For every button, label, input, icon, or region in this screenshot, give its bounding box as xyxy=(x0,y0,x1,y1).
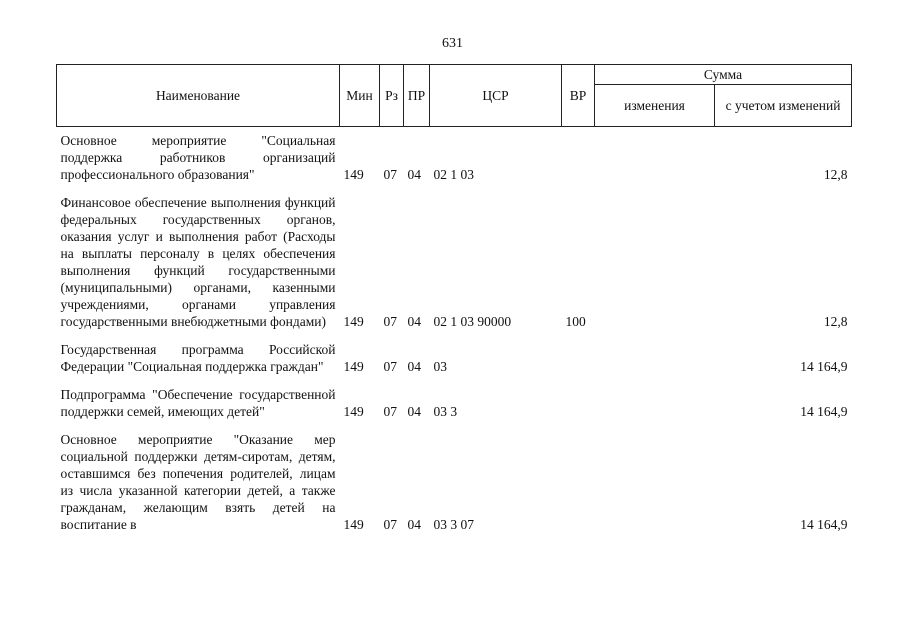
row-name: Подпрограмма "Обеспечение государственной поддержки семей, имеющих детей" xyxy=(60,387,336,419)
table-row xyxy=(57,186,852,333)
row-changes xyxy=(595,423,715,536)
budget-table xyxy=(56,64,852,536)
row-csr: 03 3 xyxy=(433,404,458,419)
row-changes xyxy=(595,333,715,378)
header-sum: Сумма xyxy=(595,65,852,85)
row-pr: 04 xyxy=(407,517,421,532)
row-total: 14 164,9 xyxy=(800,404,848,419)
row-vr xyxy=(562,423,595,536)
row-pr: 04 xyxy=(407,359,421,374)
table-row xyxy=(57,127,852,187)
header-csr: ЦСР xyxy=(430,65,562,127)
row-min: 149 xyxy=(343,167,364,182)
row-min: 149 xyxy=(343,404,364,419)
row-total: 12,8 xyxy=(823,167,848,182)
row-csr: 02 1 03 xyxy=(433,167,474,182)
row-csr: 03 xyxy=(433,359,447,374)
row-total: 14 164,9 xyxy=(800,517,848,532)
row-pr: 04 xyxy=(407,314,421,329)
row-vr xyxy=(562,333,595,378)
row-rz: 07 xyxy=(383,359,397,374)
table-row xyxy=(57,423,852,536)
row-total: 14 164,9 xyxy=(800,359,848,374)
row-rz: 07 xyxy=(383,517,397,532)
row-changes xyxy=(595,127,715,187)
row-vr xyxy=(562,127,595,187)
page-number: 631 xyxy=(442,36,463,51)
header-rz: Рз xyxy=(380,65,404,127)
table-row xyxy=(57,378,852,423)
row-changes xyxy=(595,378,715,423)
row-name: Финансовое обеспечение выполнения функций федеральных государственных органов, оказания услуг и выполнения работ (Расходы на выплаты персоналу в целях обеспечения выполнения функций государственными (муниципальными) органами, казенными учреждениями, органами управления государственными внебюджетными фондами) xyxy=(60,195,336,329)
header-with-changes: с учетом изменений xyxy=(715,85,852,127)
header-min: Мин xyxy=(340,65,380,127)
row-csr: 02 1 03 90000 xyxy=(433,314,512,329)
table-header xyxy=(57,65,852,127)
table-row xyxy=(57,333,852,378)
header-changes: изменения xyxy=(595,85,715,127)
row-name: Государственная программа Российской Федерации "Социальная поддержка граждан" xyxy=(60,342,336,374)
table-body xyxy=(57,127,852,537)
header-pr: ПР xyxy=(404,65,430,127)
row-name: Основное мероприятие "Оказание мер социальной поддержки детям-сиротам, детям, оставшимся без попечения родителей, лицам из числа указанной категории детей, а также гражданам, желающим взять детей на воспитание в xyxy=(60,432,336,532)
row-min: 149 xyxy=(343,517,364,532)
header-vr: ВР xyxy=(562,65,595,127)
row-pr: 04 xyxy=(407,404,421,419)
row-csr: 03 3 07 xyxy=(433,517,474,532)
header-name: Наименование xyxy=(57,65,340,127)
row-rz: 07 xyxy=(383,167,397,182)
row-vr: 100 xyxy=(565,314,586,329)
row-rz: 07 xyxy=(383,314,397,329)
row-changes xyxy=(595,186,715,333)
row-vr xyxy=(562,378,595,423)
row-total: 12,8 xyxy=(823,314,848,329)
row-min: 149 xyxy=(343,359,364,374)
row-pr: 04 xyxy=(407,167,421,182)
row-name: Основное мероприятие "Социальная поддержка работников организаций профессионального образования" xyxy=(60,133,336,182)
row-rz: 07 xyxy=(383,404,397,419)
row-min: 149 xyxy=(343,314,364,329)
